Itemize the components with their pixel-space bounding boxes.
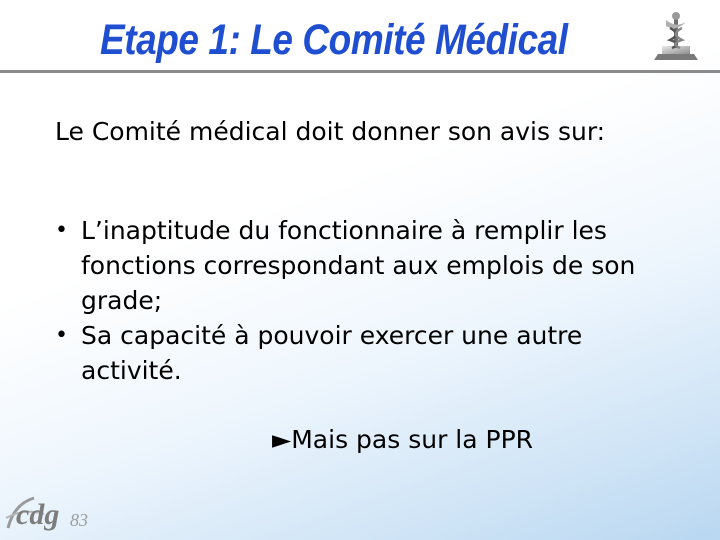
ppr-note-text: Mais pas sur la PPR [291,425,534,454]
bullet-item [55,318,675,388]
cdg-logo-icon [4,488,100,536]
bullet-list [55,213,675,388]
intro-text: Le Comité médical doit donner son avis sur: [55,117,606,146]
svg-text:cdg: cdg [16,498,60,531]
bullet-text: L’inaptitude du fonctionnaire à remplir les fonctions correspondant aux emplois de son grade; [81,216,636,315]
title-divider [0,70,720,73]
arrow-marker: ► [272,425,292,454]
slide-title: Etape 1: Le Comité Médical [100,16,568,64]
bullet-text: Sa capacité à pouvoir exercer une autre activité. [81,321,583,385]
bullet-item [55,213,675,318]
ppr-note [272,422,533,457]
bullet-dot: • [55,323,68,348]
svg-text:83: 83 [70,510,88,530]
bullet-dot: • [55,218,68,243]
caduceus-emblem-icon [654,10,698,62]
